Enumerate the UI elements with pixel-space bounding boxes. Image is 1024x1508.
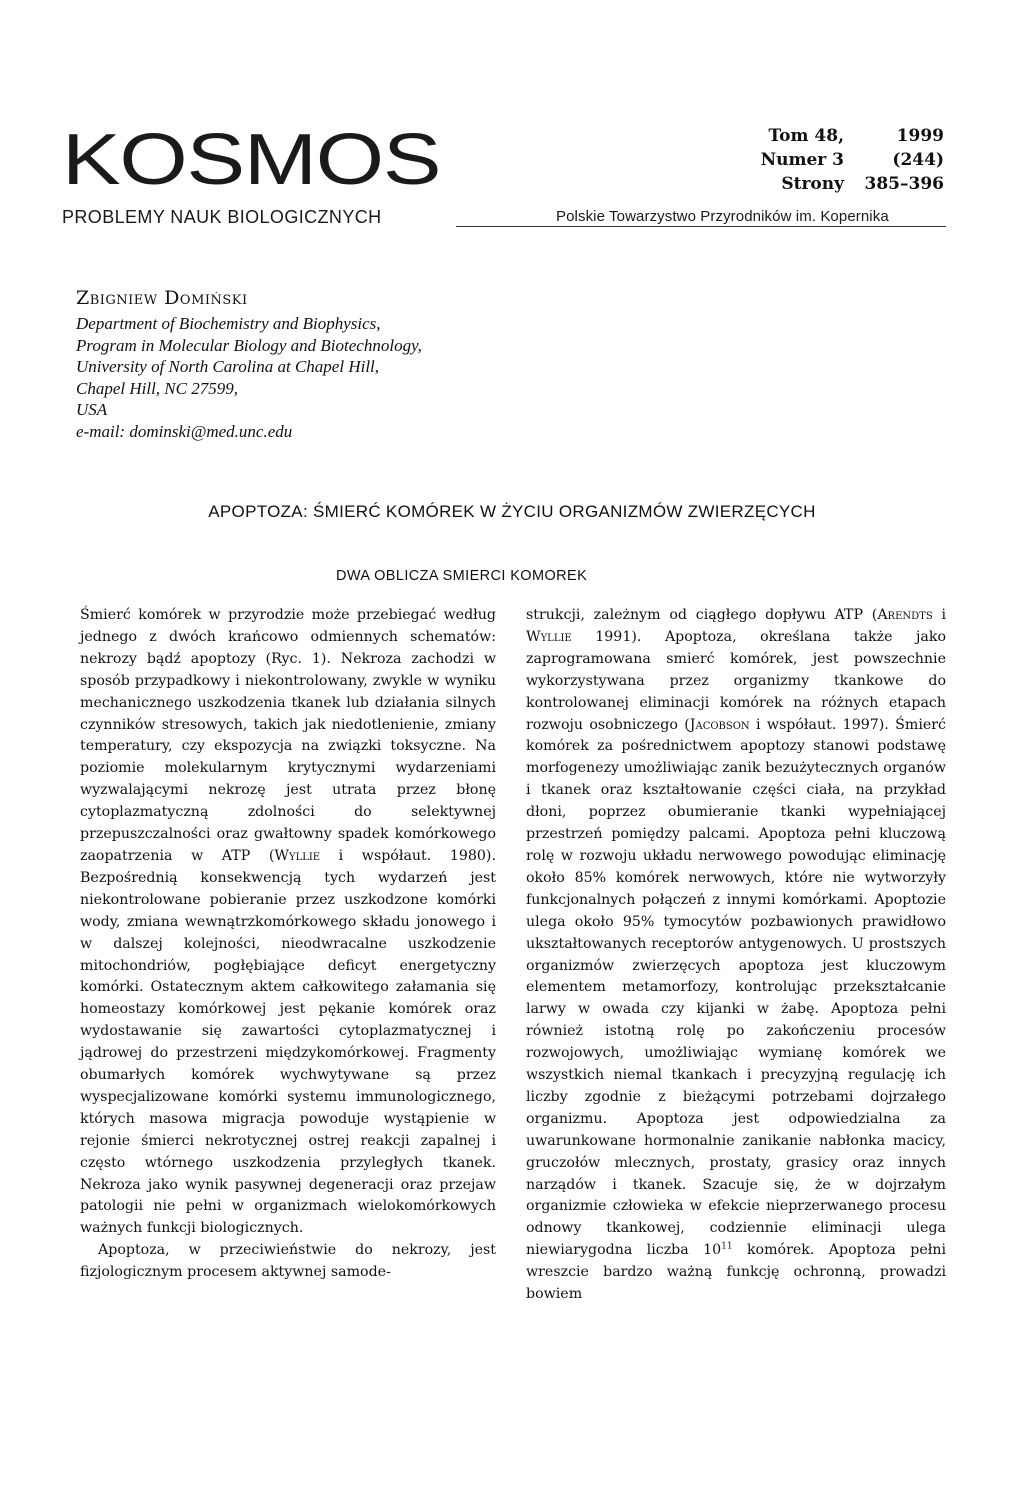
text-run: Śmierć komórek w przyrodzie może przebiegać według jednego z dwóch krańcowo odmiennych schematów: nekrozy bądź apoptozy (Ryc. 1). Nekroza zachodzi w sposób przypadkowy i niekontrolowany, zwykle w wyniku mechanicznego uszkodzenia tkanek lub działania silnych czynników stresowych, takich jak niedotlenienie, zmiany temperatury, czy ekspozycja na związki toksyczne. Na poziomie molekularnym krytycznymi wydarzeniami wyzwalającymi nekrozę jest utrata przez błonę cytoplazmatyczną zdolności do selektywnej przepuszczalności oraz gwałtowny spadek komórkowego zaopatrzenia w ATP ( bbox=[80, 607, 496, 864]
pages-label: Strony bbox=[781, 174, 844, 194]
affiliation-line: Program in Molecular Biology and Biotechnology, bbox=[76, 335, 422, 355]
text-run: i bbox=[932, 607, 946, 623]
text-run: i współaut. 1997). Śmierć komórek za pośrednictwem apoptozy stanowi podstawę morfogenezy umożliwiając zanik bezużytecznych organów i tkanek oraz kształtowanie części ciała, na przykład dłoni, poprzez obumieranie tkanki wypełniającej przestrzeń pomiędzy palcami. Apoptoza pełni kluczową rolę w rozwoju układu nerwowego powodując eliminację około 85% komórek nerwowych, które nie wytworzyły funkcjonalnych połączeń z innymi komórkami. Apoptozie ulega około 95% tymocytów pozbawionych prawidłowo ukształtowanych receptorów antygenowych. U prostszych organizmów zwierzęcych apoptoza jest kluczowym elementem metamorfozy, kontrolując przekształcanie larwy w owada czy kijanki w żabę. Apoptoza pełni również istotną rolę po zakończeniu procesów rozwojowych, umożliwiając wymianę komórek we wszystkich niemal tkankach i precyzyjną regulację ich liczby zgodnie z bieżącymi potrzebami dojrzałego organizmu. Apoptoza jest odpowiedzialna za uwarunkowane hormonalnie zanikanie nabłonka macicy, gruczołów mlecznych, prostaty, grasicy oraz innych narządów i tkanek. Szacuje się, że w dojrzałym organizmie człowieka w efekcie nieprzerwanego procesu odnowy tkankowej, codziennie eliminacji ulega niewiarygodna liczba 10 bbox=[526, 716, 946, 1259]
citation-author: Jacobson bbox=[689, 716, 750, 733]
affiliation-line: University of North Carolina at Chapel Hill, bbox=[76, 357, 380, 377]
citation-author: Wyllie bbox=[274, 847, 321, 864]
pages-value: 385–396 bbox=[864, 174, 944, 194]
affiliation-line: Department of Biochemistry and Biophysics, bbox=[76, 314, 381, 333]
text-run: strukcji, zależnym od ciągłego dopływu ATP ( bbox=[526, 607, 878, 623]
journal-subtitle: PROBLEMY NAUK BIOLOGICZNYCH bbox=[62, 207, 382, 227]
right-column bbox=[526, 605, 946, 1306]
text-run: komórek. Apoptoza pełni wreszcie bardzo ważną funkcję ochronną, prowadzi bowiem bbox=[526, 1242, 946, 1303]
paragraph: Apoptoza, w przeciwieństwie do nekrozy, jest fizjologicznym procesem aktywnej samode- bbox=[80, 1242, 496, 1281]
citation-author: Arendts bbox=[877, 607, 933, 623]
author-email: e-mail: dominski@med.unc.edu bbox=[76, 421, 293, 441]
author-name: Zbigniew Domiński bbox=[76, 287, 248, 309]
number-value: (244) bbox=[892, 150, 944, 170]
paragraph bbox=[80, 605, 496, 1240]
author-affiliation bbox=[76, 313, 422, 443]
section-title: DWA OBLICZA SMIERCI KOMOREK bbox=[336, 568, 588, 584]
society-name: Polskie Towarzystwo Przyrodników im. Kopernika bbox=[556, 208, 889, 225]
paragraph bbox=[526, 605, 946, 1306]
citation-author: Wyllie bbox=[526, 628, 572, 645]
affiliation-line: USA bbox=[76, 400, 108, 420]
exponent: 11 bbox=[721, 1241, 733, 1252]
volume-label: Tom 48, bbox=[768, 126, 844, 146]
number-label: Numer 3 bbox=[760, 150, 844, 170]
text-run: 1991). Apoptoza, określana także jako zaprogramowana smierć komórek, jest powszechnie wykorzystywana przez organizmy tkankowe do kontrolowanej eliminacji komórek na różnych etapach rozwoju osobniczego ( bbox=[526, 628, 946, 733]
affiliation-line: Chapel Hill, NC 27599, bbox=[76, 378, 238, 398]
text-run: i współaut. 1980). Bezpośrednią konsekwencją tych wydarzeń jest niekontrolowane pobieranie przez uszkodzone komórki wody, zmiana wewnątrzkomórkowego składu jonowego i w dalszej kolejności, nieodwracalne uszkodzenie mitochondriów, pogłębiające deficyt energetyczny komórki. Ostatecznym aktem całkowitego załamania się homeostazy komórkowej jest pękanie komórek oraz wydostawanie się zawartości cytoplazmatycznej i jądrowej do przestrzeni międzykomórkowej. Fragmenty obumarłych komórek wychwytywane są przez wyspecjalizowane komórki systemu immunologicznego, których masowa migracja powoduje wystąpienie w rejonie śmierci nekrotycznej ostrej reakcji zapalnej i często wtórnego uszkodzenia przyległych tkanek. Nekroza jako wynik pasywnej degeneracji oraz przejaw patologii nie pełni w organizmach wielokomórkowych ważnych funkcji biologicznych. bbox=[80, 847, 496, 1237]
header-rule bbox=[456, 226, 946, 227]
article-title: APOPTOZA: ŚMIERĆ KOMÓREK W ŻYCIU ORGANIZMÓW ZWIERZĘCYCH bbox=[208, 502, 816, 521]
volume-year: 1999 bbox=[896, 126, 944, 146]
issue-info bbox=[761, 124, 944, 196]
journal-logo: KOSMOS bbox=[62, 120, 441, 200]
left-column bbox=[80, 605, 496, 1284]
